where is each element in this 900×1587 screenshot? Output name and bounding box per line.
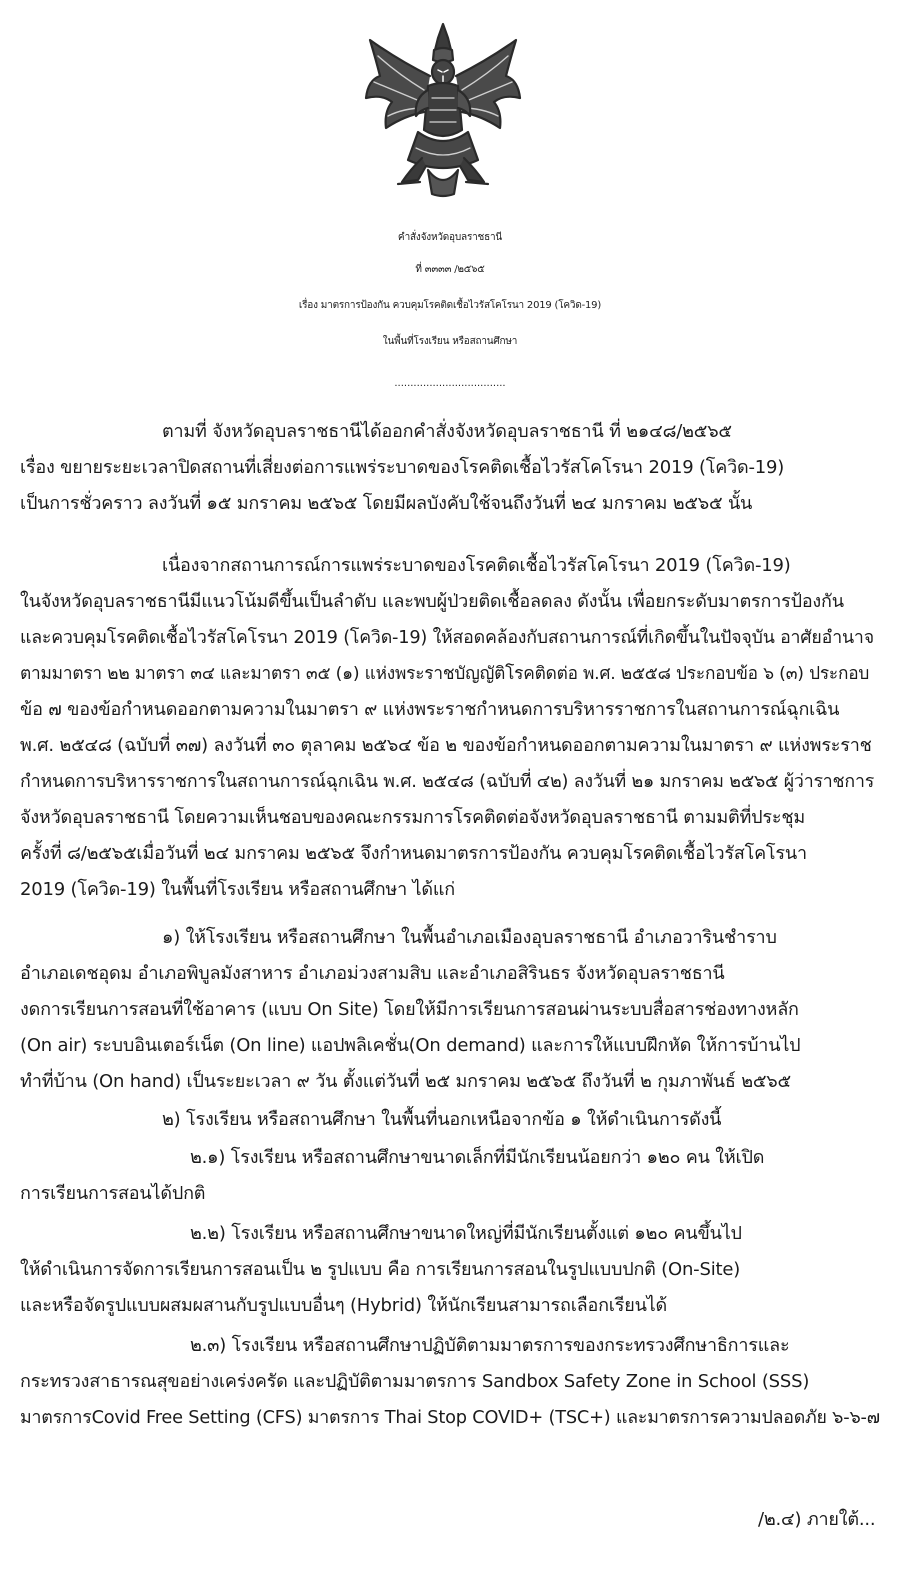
sub-item-line: และหรือจัดรูปแบบผสมผสานกับรูปแบบอื่นๆ (Hybrid) ให้นักเรียนสามารถเลือกเรียนได้	[20, 1295, 668, 1316]
order-subject-line-1: เรื่อง มาตรการป้องกัน ควบคุมโรคติดเชื้อไวรัสโคโรนา 2019 (โควิด-19)	[298, 300, 602, 311]
separator-dots: ...................................	[394, 378, 506, 389]
paragraph-line: 2019 (โควิด-19) ในพื้นที่โรงเรียน หรือสถานศึกษา ได้แก่	[20, 879, 455, 900]
list-item-line: ๒) โรงเรียน หรือสถานศึกษา ในพื้นที่นอกเหนือจากข้อ ๑ ให้ดำเนินการดังนี้	[162, 1109, 722, 1130]
sub-item-line: ๒.๓) โรงเรียน หรือสถานศึกษาปฏิบัติตามมาตรการของกระทรวงศึกษาธิการและ	[190, 1335, 790, 1356]
list-item-line: (On air) ระบบอินเตอร์เน็ต (On line) แอปพลิเคชั่น(On demand) และการให้แบบฝึกหัด ให้การบ้านไป	[20, 1035, 801, 1056]
paragraph-line: พ.ศ. ๒๕๔๘ (ฉบับที่ ๓๗) ลงวันที่ ๓๐ ตุลาคม ๒๕๖๔ ข้อ ๒ ของข้อกำหนดออกตามความในมาตรา ๙ แห่งพระราช	[20, 735, 872, 756]
sub-item-line: ๒.๒) โรงเรียน หรือสถานศึกษาขนาดใหญ่ที่มีนักเรียนตั้งแต่ ๑๒๐ คนขึ้นไป	[190, 1223, 742, 1244]
paragraph-line: ข้อ ๗ ของข้อกำหนดออกตามความในมาตรา ๙ แห่งพระราชกำหนดการบริหารราชการในสถานการณ์ฉุกเฉิน	[20, 699, 840, 720]
order-title: คำสั่งจังหวัดอุบลราชธานี	[397, 232, 503, 243]
order-subject-line-2: ในพื้นที่โรงเรียน หรือสถานศึกษา	[382, 336, 518, 347]
paragraph-line: เป็นการชั่วคราว ลงวันที่ ๑๕ มกราคม ๒๕๖๕ โดยมีผลบังคับใช้จนถึงวันที่ ๒๔ มกราคม ๒๕๖๕ นั้น	[20, 493, 753, 514]
list-item-line: ๑) ให้โรงเรียน หรือสถานศึกษา ในพื้นอำเภอเมืองอุบลราชธานี อำเภอวารินชำราบ	[162, 927, 777, 948]
sub-item-line: การเรียนการสอนได้ปกติ	[20, 1183, 206, 1204]
sub-item-line: ๒.๑) โรงเรียน หรือสถานศึกษาขนาดเล็กที่มีนักเรียนน้อยกว่า ๑๒๐ คน ให้เปิด	[190, 1147, 765, 1168]
paragraph-line: กำหนดการบริหารราชการในสถานการณ์ฉุกเฉิน พ.ศ. ๒๕๔๘ (ฉบับที่ ๔๒) ลงวันที่ ๒๑ มกราคม ๒๕๖๕ ผู้ว่าราชการ	[20, 772, 875, 792]
list-item-line: งดการเรียนการสอนที่ใช้อาคาร (แบบ On Site) โดยให้มีการเรียนการสอนผ่านระบบสื่อสารช่องทางหลัก	[20, 999, 799, 1020]
garuda-emblem-icon	[358, 20, 528, 198]
paragraph-line: เนื่องจากสถานการณ์การแพร่ระบาดของโรคติดเชื้อไวรัสโคโรนา 2019 (โควิด-19)	[162, 555, 791, 576]
paragraph-line: ครั้งที่ ๘/๒๕๖๕เมื่อวันที่ ๒๔ มกราคม ๒๕๖๕ จึงกำหนดมาตรการป้องกัน ควบคุมโรคติดเชื้อไวรัสโคโรนา	[20, 843, 807, 864]
continuation-note: /๒.๔) ภายใต้...	[758, 1509, 876, 1530]
paragraph-line: จังหวัดอุบลราชธานี โดยความเห็นชอบของคณะกรรมการโรคติดต่อจังหวัดอุบลราชธานี ตามมติที่ประชุม	[20, 807, 806, 828]
paragraph-line: เรื่อง ขยายระยะเวลาปิดสถานที่เสี่ยงต่อการแพร่ระบาดของโรคติดเชื้อไวรัสโคโรนา 2019 (โควิด-19)	[20, 457, 785, 478]
paragraph-line: ในจังหวัดอุบลราชธานีมีแนวโน้มดีขึ้นเป็นลำดับ และพบผู้ป่วยติดเชื้อลดลง ดังนั้น เพื่อยกระดับมาตรการป้องกัน	[20, 591, 844, 612]
paragraph-line: ตามมาตรา ๒๒ มาตรา ๓๔ และมาตรา ๓๕ (๑) แห่งพระราชบัญญัติโรคติดต่อ พ.ศ. ๒๕๕๘ ประกอบข้อ ๖ (๓) ประกอบ	[20, 664, 870, 684]
list-item-line: ทำที่บ้าน (On hand) เป็นระยะเวลา ๙ วัน ตั้งแต่วันที่ ๒๕ มกราคม ๒๕๖๕ ถึงวันที่ ๒ กุมภาพันธ์ ๒๕๖๕	[20, 1071, 791, 1092]
paragraph-line: ตามที่ จังหวัดอุบลราชธานีได้ออกคำสั่งจังหวัดอุบลราชธานี ที่ ๒๑๔๘/๒๕๖๕	[162, 421, 732, 442]
sub-item-line: ให้ดำเนินการจัดการเรียนการสอนเป็น ๒ รูปแบบ คือ การเรียนการสอนในรูปแบบปกติ (On-Site)	[20, 1259, 741, 1280]
sub-item-line: มาตรการCovid Free Setting (CFS) มาตรการ Thai Stop COVID+ (TSC+) และมาตรการความปลอดภัย ๖-๖-๗	[20, 1408, 880, 1428]
paragraph-line: และควบคุมโรคติดเชื้อไวรัสโคโรนา 2019 (โควิด-19) ให้สอดคล้องกับสถานการณ์ที่เกิดขึ้นในปัจจุบัน อาศัยอำนาจ	[20, 628, 874, 648]
sub-item-line: กระทรวงสาธารณสุขอย่างเคร่งครัด และปฏิบัติตามมาตรการ Sandbox Safety Zone in School (SSS)	[20, 1371, 810, 1392]
list-item-line: อำเภอเดชอุดม อำเภอพิบูลมังสาหาร อำเภอม่วงสามสิบ และอำเภอสิรินธร จังหวัดอุบลราชธานี	[20, 963, 725, 984]
order-number: ที่ ๓๓๓๓ /๒๕๖๕	[415, 264, 485, 275]
